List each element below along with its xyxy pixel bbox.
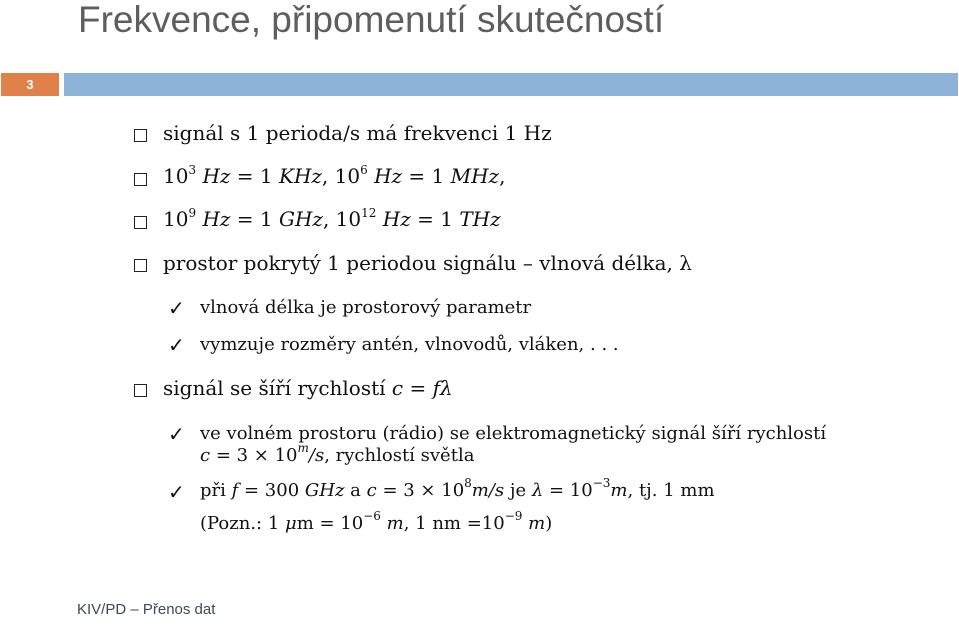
bullet-4: prostor pokrytý 1 periodou signálu – vlnová délka, λ [163,251,692,275]
check-icon: ✓ [168,480,185,504]
page-title: Frekvence, připomenutí skutečností [78,0,665,40]
check-icon: ✓ [168,296,185,320]
bullet-box-icon [134,216,147,229]
sub-bullet-5b: při f = 300 GHz a $c = 3 \times 10^8m/s$ je $\lambda = 10^{-3}m$, tj. 1 mm [200,476,715,501]
bullet-1: signál s 1 perioda/s má frekvenci 1 Hz [163,121,552,145]
bullet-box-icon [134,384,147,397]
bullet-2: $10^3$ Hz = 1 KHz, $10^6$ Hz = 1 MHz, [163,163,506,188]
bullet-box-icon [134,173,147,186]
footer-text: KIV/PD – Přenos dat [77,601,216,618]
bullet-5: signál se šíří rychlostí c = fλ [163,376,453,400]
sub-bullet-4b: vymzuje rozměry antén, vlnovodů, vláken, . . . [200,334,619,355]
bullet-box-icon [134,129,147,142]
bullet-box-icon [134,259,147,272]
check-icon: ✓ [168,333,185,357]
check-icon: ✓ [168,422,185,446]
bullet-3: $10^9$ Hz = 1 GHz, $10^{12}$ Hz = 1 THz [163,206,501,231]
sub-bullet-5a: ve volném prostoru (rádio) se elektromagnetický signál šíří rychlostí $c = 3 \times 10^m/s$, rychlostí světla [200,423,827,466]
sub-bullet-5c: (Pozn.: 1 $\mu m = 10^{-6}$ m, 1 nm $=10^{-9}$ m) [200,509,553,534]
slide-number-badge: 3 [1,73,59,96]
sub-bullet-4a: vlnová délka je prostorový parametr [200,297,532,318]
